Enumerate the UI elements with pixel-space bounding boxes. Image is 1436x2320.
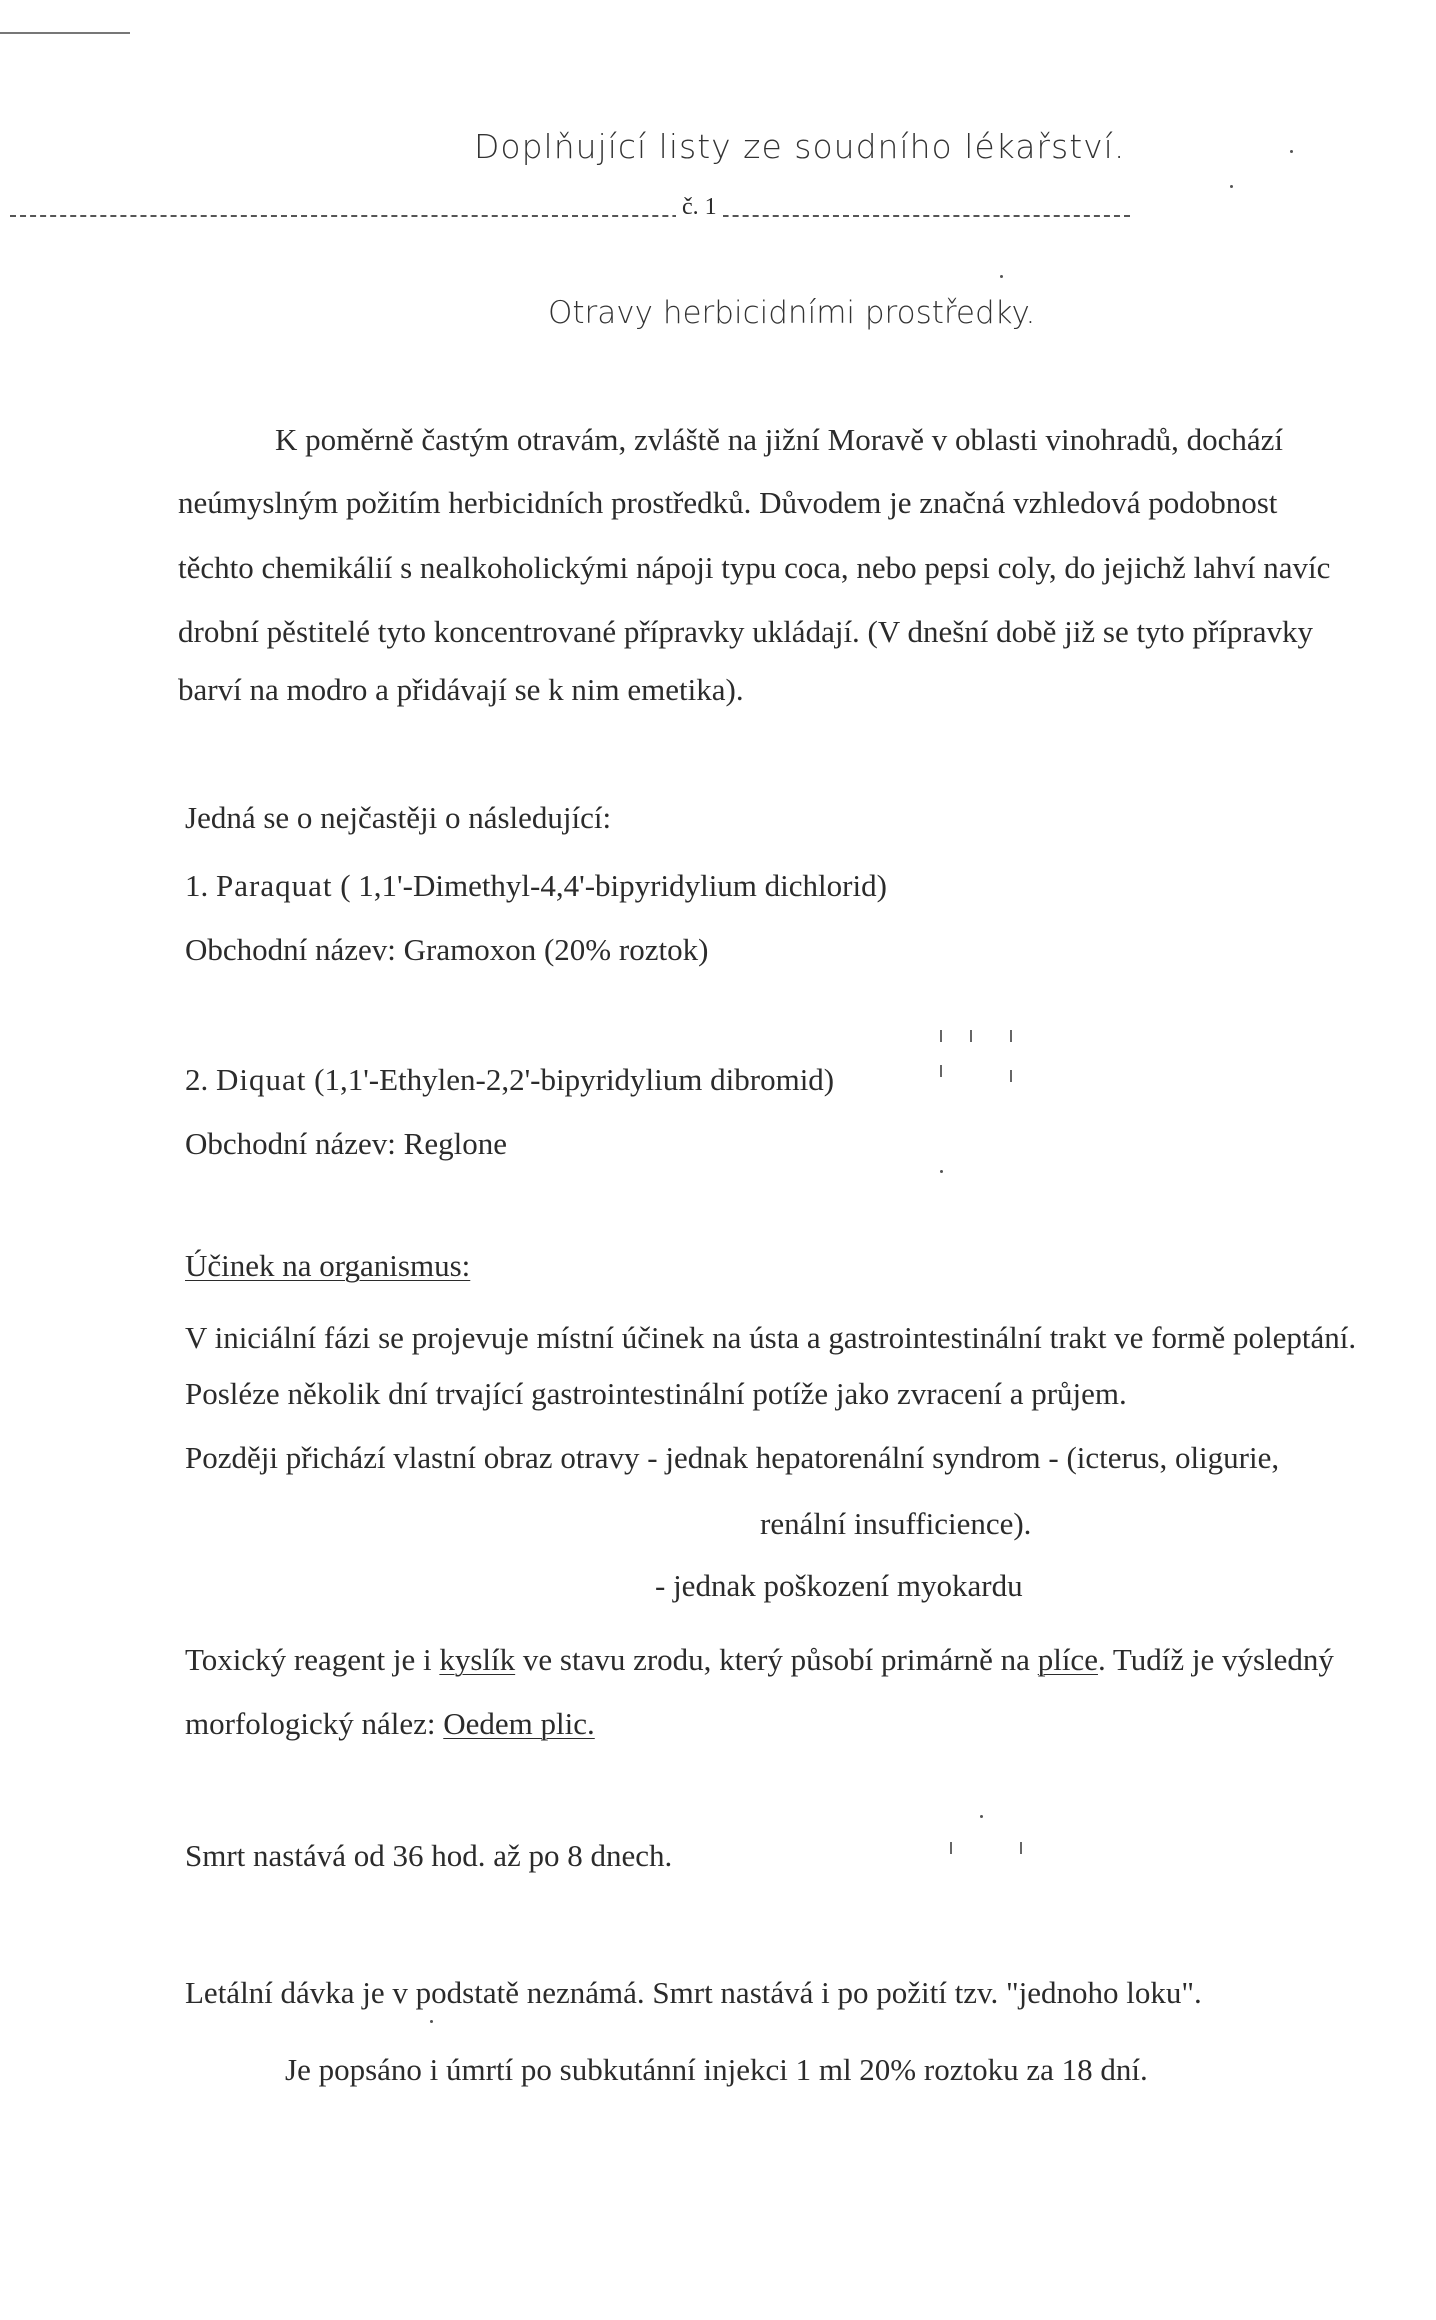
item-number: 2. <box>185 1062 209 1097</box>
finding-line <box>185 1706 595 1742</box>
scan-mark <box>1010 1030 1012 1042</box>
scan-mark <box>1020 1842 1022 1854</box>
scan-mark <box>940 1065 942 1077</box>
scan-speck <box>1290 150 1293 153</box>
effect-line: V iniciální fázi se projevuje místní účinek na ústa a gastrointestinální trakt ve formě poleptání. <box>185 1320 1357 1355</box>
trade-name-line <box>185 932 708 968</box>
lethal-dose-line: Je popsáno i úmrtí po subkutánní injekci 1 ml 20% roztoku za 18 dní. <box>285 2052 1148 2087</box>
effect-line: - jednak poškození myokardu <box>655 1568 1023 1603</box>
intro-line: barví na modro a přidávají se k nim emetika). <box>178 672 744 707</box>
toxic-reagent-line <box>185 1642 1334 1678</box>
intro-line: K poměrně častým otravám, zvláště na jižní Moravě v oblasti vinohradů, dochází <box>275 422 1284 457</box>
lethal-dose-line: Letální dávka je v podstatě neznámá. Smrt nastává i po požití tzv. "jednoho loku". <box>185 1975 1202 2010</box>
scan-speck <box>1000 275 1003 278</box>
header-divider <box>10 215 1130 217</box>
trade-name: Gramoxon (20% roztok) <box>403 932 709 967</box>
intro-line: těchto chemikálií s nealkoholickými nápoji typu coca, nebo pepsi coly, do jejichž lahví navíc <box>178 550 1331 585</box>
trade-label: Obchodní název: <box>185 932 396 967</box>
effect-line: renální insufficience). <box>760 1506 1032 1541</box>
trade-name-line <box>185 1126 507 1162</box>
top-left-rule <box>0 32 130 34</box>
intro-line: neúmyslným požitím herbicidních prostředků. Důvodem je značná vzhledová podobnost <box>178 485 1278 520</box>
intro-line: drobní pěstitelé tyto koncentrované přípravky ukládají. (V dnešní době již se tyto přípravky <box>178 614 1313 649</box>
document-title: Doplňující listy ze soudního lékařství. <box>474 127 1126 166</box>
substance-name: Diquat <box>216 1062 307 1097</box>
toxic-text: . Tudíž je výsledný <box>1097 1642 1334 1677</box>
toxic-text: ve stavu zrodu, který působí primárně na <box>515 1642 1038 1677</box>
scan-speck <box>1230 185 1233 188</box>
scan-speck <box>980 1815 983 1818</box>
substance-item <box>185 868 887 904</box>
scan-mark <box>950 1842 952 1854</box>
substance-item <box>185 1062 834 1098</box>
scan-mark <box>940 1030 942 1042</box>
scan-speck <box>430 2020 433 2023</box>
toxic-text: Toxický reagent je i <box>185 1642 440 1677</box>
trade-name: Reglone <box>403 1126 507 1161</box>
scan-mark <box>1010 1070 1012 1082</box>
scan-mark <box>970 1030 972 1042</box>
effect-line: Posléze několik dní trvající gastrointestinální potíže jako zvracení a průjem. <box>185 1376 1127 1411</box>
section-title: Otravy herbicidními prostředky. <box>548 295 1036 331</box>
effect-line: Později přichází vlastní obraz otravy - jednak hepatorenální syndrom - (icterus, oligurie, <box>185 1440 1280 1475</box>
finding-label: morfologický nález: <box>185 1706 444 1741</box>
death-timing: Smrt nastává od 36 hod. až po 8 dnech. <box>185 1838 673 1873</box>
substance-formula: ( 1,1'-Dimethyl-4,4'-bipyridylium dichlorid) <box>340 868 887 903</box>
document-number: č. 1 <box>676 194 723 222</box>
lungs-term: plíce <box>1037 1642 1098 1677</box>
list-intro: Jedná se o nejčastěji o následující: <box>185 800 612 835</box>
item-number: 1. <box>185 868 209 903</box>
substance-name: Paraquat <box>216 868 333 903</box>
substance-formula: (1,1'-Ethylen-2,2'-bipyridylium dibromid) <box>314 1062 835 1097</box>
effect-heading: Účinek na organismus: <box>185 1248 471 1283</box>
oxygen-term: kyslík <box>439 1642 516 1677</box>
finding-value: Oedem plic. <box>443 1706 595 1741</box>
scan-speck <box>940 1170 943 1173</box>
trade-label: Obchodní název: <box>185 1126 396 1161</box>
